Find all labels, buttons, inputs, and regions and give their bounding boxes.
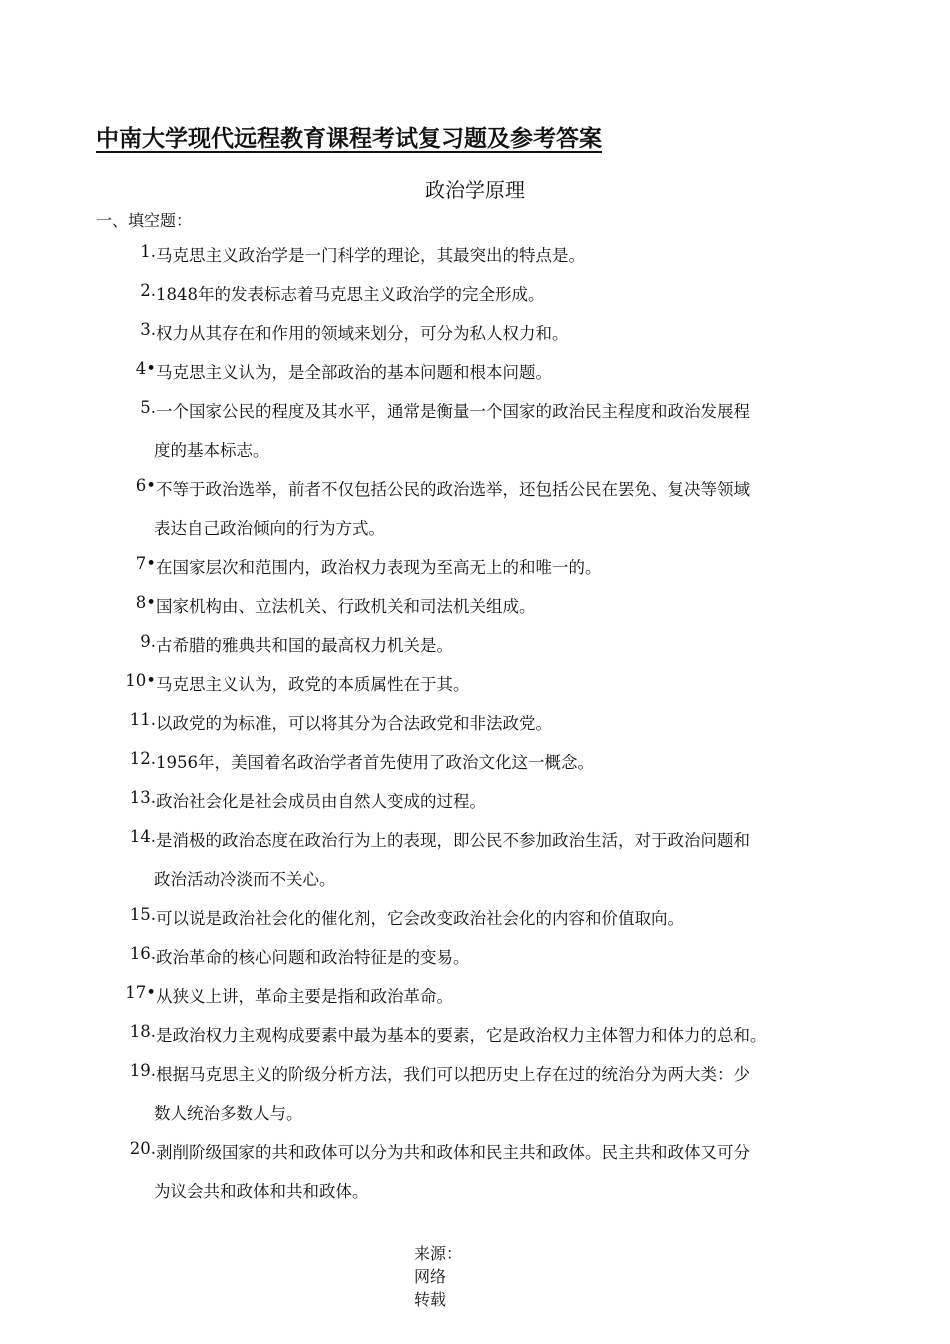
question-number: 16.	[129, 944, 156, 963]
question-text: 是消极的政治态度在政治行为上的表现，即公民不参加政治生活，对于政治问题和	[156, 831, 750, 850]
question-text: 1956年，美国着名政治学者首先使用了政治文化这一概念。	[156, 753, 594, 772]
question-number: 20.	[129, 1139, 156, 1158]
question-number: 11.	[129, 710, 156, 729]
question-number: 3.	[140, 320, 156, 339]
question-number: 9.	[140, 632, 156, 651]
subject-heading: 政治学原理	[425, 178, 525, 202]
question-text: 以政党的为标准，可以将其分为合法政党和非法政党。	[156, 714, 552, 733]
question-number: 7•	[135, 554, 156, 573]
question-number: 1.	[140, 242, 156, 261]
question-text-continued: 度的基本标志。	[154, 441, 270, 460]
question-text: 权力从其存在和作用的领域来划分，可分为私人权力和。	[156, 324, 569, 343]
question-number: 6•	[135, 476, 156, 495]
question-number: 13.	[129, 788, 156, 807]
question-number: 4•	[135, 359, 156, 378]
question-number: 12.	[129, 749, 156, 768]
question-number: 2.	[140, 281, 156, 300]
question-number: 8•	[135, 593, 156, 612]
question-text: 可以说是政治社会化的催化剂，它会改变政治社会化的内容和价值取向。	[156, 909, 684, 928]
question-number: 18.	[129, 1022, 156, 1041]
source-note	[414, 1242, 462, 1311]
question-text: 是政治权力主观构成要素中最为基本的要素，它是政治权力主体智力和体力的总和。	[156, 1026, 767, 1045]
question-number: 19.	[129, 1061, 156, 1080]
question-text: 剥削阶级国家的共和政体可以分为共和政体和民主共和政体。民主共和政体又可分	[156, 1143, 750, 1162]
question-text: 政治革命的核心问题和政治特征是的变易。	[156, 948, 470, 967]
question-number: 17•	[125, 983, 156, 1002]
question-text-continued: 数人统治多数人与。	[154, 1104, 303, 1123]
question-number: 14.	[129, 827, 156, 846]
question-text-continued: 政治活动冷淡而不关心。	[154, 870, 336, 889]
question-text: 在国家层次和范围内，政治权力表现为至高无上的和唯一的。	[156, 558, 602, 577]
question-text: 马克思主义认为，政党的本质属性在于其。	[156, 675, 470, 694]
question-text: 国家机构由、立法机关、行政机关和司法机关组成。	[156, 597, 536, 616]
question-text: 不等于政治选举，前者不仅包括公民的政治选举，还包括公民在罢免、复决等领域	[156, 480, 750, 499]
question-number: 10•	[125, 671, 156, 690]
question-text: 一个国家公民的程度及其水平，通常是衡量一个国家的政治民主程度和政治发展程	[156, 402, 750, 421]
question-text: 古希腊的雅典共和国的最高权力机关是。	[156, 636, 453, 655]
source-note-line: 来源：	[414, 1244, 463, 1263]
source-note-line: 转载	[414, 1290, 447, 1309]
question-number: 15.	[129, 905, 156, 924]
question-text-continued: 表达自己政治倾向的行为方式。	[154, 519, 385, 538]
document-title: 中南大学现代远程教育课程考试复习题及参考答案	[96, 126, 602, 152]
question-text-continued: 为议会共和政体和共和政体。	[154, 1182, 369, 1201]
question-text: 1848年的发表标志着马克思主义政治学的完全形成。	[156, 285, 545, 304]
question-text: 从狭义上讲，革命主要是指和政治革命。	[156, 987, 453, 1006]
section-heading: 一、填空题：	[96, 211, 193, 230]
question-text: 马克思主义认为，是全部政治的基本问题和根本问题。	[156, 363, 552, 382]
question-text: 根据马克思主义的阶级分析方法，我们可以把历史上存在过的统治分为两大类：少	[156, 1065, 750, 1084]
question-text: 马克思主义政治学是一门科学的理论，其最突出的特点是。	[156, 246, 585, 265]
question-number: 5.	[140, 398, 156, 417]
question-text: 政治社会化是社会成员由自然人变成的过程。	[156, 792, 486, 811]
source-note-line: 网络	[414, 1267, 447, 1286]
